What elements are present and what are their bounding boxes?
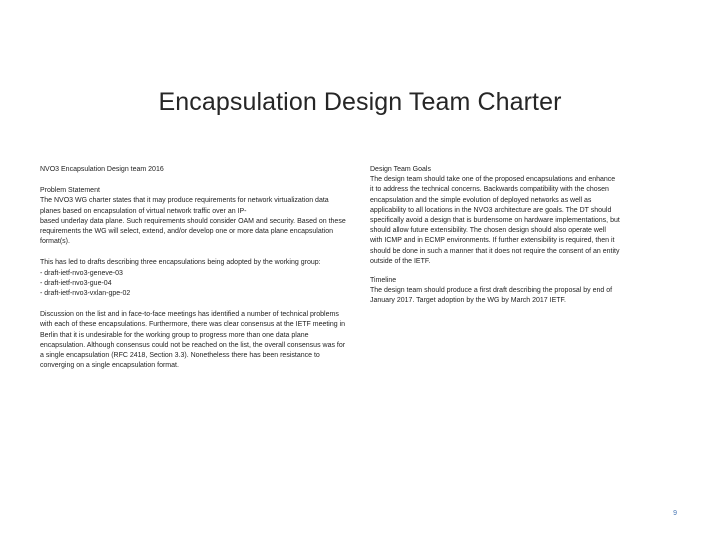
drafts-intro: This has led to drafts describing three encapsulations being adopted by the working group:: [40, 259, 321, 267]
left-column: [40, 165, 350, 371]
drafts-list: [40, 269, 350, 300]
list-item: - draft-ietf-nvo3-gue-04: [40, 279, 112, 287]
design-team-goals: Design Team Goals The design team should take one of the proposed encapsulations and enhance it to address the technical concerns. Backwards compatibility with the chosen encapsulation and the simple evolution of deployed networks as well as applicability to all locations in the NVO3 architecture are goals. The DT should specifically avoid a design that is burdensome on hardware implementations, but should allow future extensibility. The chosen design should also operate well with ICMP and in ECMP environments. If further extensibility is required, then it should be done in such a manner that it does not require the consent of an entity outside of the IETF.: [370, 166, 620, 265]
design-team-heading: NVO3 Encapsulation Design team 2016: [40, 166, 164, 173]
page-number: 9: [673, 510, 677, 517]
right-column: [370, 165, 620, 307]
list-item: - draft-ietf-nvo3-vxlan-gpe-02: [40, 290, 131, 298]
slide-title: Encapsulation Design Team Charter: [158, 88, 562, 116]
list-item: - draft-ietf-nvo3-geneve-03: [40, 269, 123, 277]
timeline: Timeline The design team should produce a first draft describing the proposal by end of January 2017. Target adoption by the WG by March 2017 IETF.: [370, 277, 613, 305]
discussion-paragraph: Discussion on the list and in face-to-face meetings has identified a number of technical problems with each of these encapsulations. Furthermore, there was clear consensus at the IETF meeting in Berlin that it is undesirable for the working group to progress more than one data plane encapsulation. Although consensus could not be reached on the list, the overall consensus was for a single encapsulation (RFC 2418, Section 3.3). Nonetheless there has been resistance to converging on a single encapsulation format.: [40, 311, 346, 370]
problem-statement: Problem Statement The NVO3 WG charter states that it may produce requirements for network virtualization data planes based on encapsulation of virtual network traffic over an IP- based underlay data plane. Such requirements should consider OAM and security. Based on these requirements the WG will select, extend, and/or develop one or more data plane encapsulation format(s).: [40, 187, 346, 246]
